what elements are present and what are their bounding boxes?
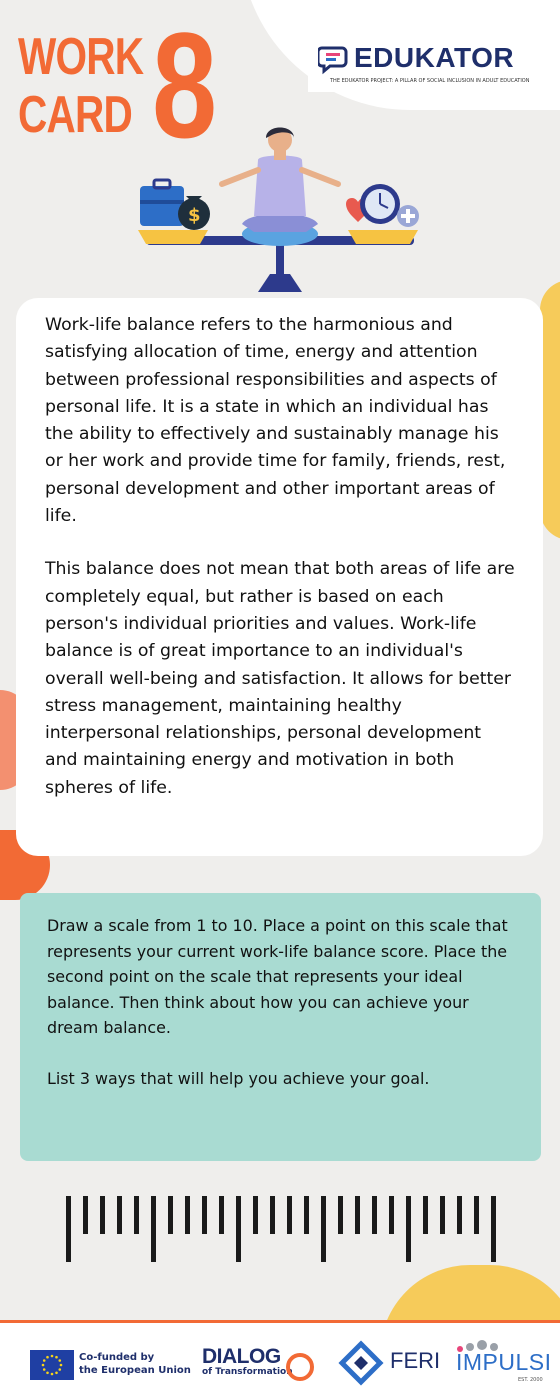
ruler-tick — [185, 1196, 190, 1234]
ruler-tick — [304, 1196, 309, 1234]
info-paragraph-definition: Work-life balance refers to the harmonious and satisfying allocation of time, energy and attention between professional responsibilities and aspects of personal life. It is a state in which an individual has the ability to effectively and sustainably manage his or her work and provide time for family, friends, rest, personal development and other important areas of life. — [45, 315, 506, 527]
title-line-work: WORK — [18, 28, 144, 86]
ruler-tick — [321, 1196, 326, 1262]
ruler-tick — [134, 1196, 139, 1234]
edukator-logo-name: EDUKATOR — [354, 42, 515, 73]
ruler-tick — [491, 1196, 496, 1262]
eu-flag-icon — [30, 1350, 74, 1380]
exercise-card — [20, 893, 541, 1161]
title-line-card: CARD — [18, 86, 133, 144]
ruler-tick — [83, 1196, 88, 1234]
eu-cofunded-line1: Co-funded by — [79, 1352, 155, 1363]
dialog-of-transformation-logo — [202, 1343, 314, 1389]
ruler-tick — [100, 1196, 105, 1234]
card-number: 8 — [152, 1, 218, 169]
impulsi-logo-tagline: EST. 2000 — [518, 1377, 543, 1383]
edukator-logo-tagline: THE EDUKATOR PROJECT: A PILLAR OF SOCIAL INCLUSION IN ADULT EDUCATION — [330, 78, 530, 84]
ruler-tick — [236, 1196, 241, 1262]
feri-logo-name: FERI — [390, 1348, 441, 1373]
impulsi-logo-name: IMPULSI — [456, 1349, 552, 1375]
exercise-instructions: Draw a scale from 1 to 10. Place a point on this scale that represents your current work-life balance score. Place the second point on the scale that represents your ideal balance. Then think about how you can achieve your dream balance. — [47, 916, 508, 1037]
ruler-tick — [151, 1196, 156, 1262]
work-life-balance-illustration — [130, 124, 430, 302]
info-paragraph-importance: This balance does not mean that both areas of life are completely equal, but rather is based on each person's individual priorities and values. Work-life balance is of great importance to an individual's overall well-being and satisfaction. It allows for better stress management, maintaining healthy interpersonal relationships, personal development and maintaining energy and motivation in both spheres of life. — [45, 559, 515, 798]
ruler-tick — [423, 1196, 428, 1234]
exercise-task: List 3 ways that will help you achieve your goal. — [47, 1068, 430, 1088]
ruler-tick — [457, 1196, 462, 1234]
svg-text:$: $ — [188, 205, 201, 226]
info-card — [16, 298, 543, 856]
ruler-tick — [287, 1196, 292, 1234]
ruler-tick — [270, 1196, 275, 1234]
ruler-tick — [219, 1196, 224, 1234]
edukator-logo — [308, 38, 530, 92]
ruler-tick — [66, 1196, 71, 1262]
ruler-tick — [338, 1196, 343, 1234]
ruler-tick — [372, 1196, 377, 1234]
ruler-tick — [440, 1196, 445, 1234]
dialog-ring-icon — [286, 1353, 314, 1381]
partner-logos-footer — [0, 1323, 560, 1400]
dialog-logo-subtitle: of Transformation — [202, 1367, 293, 1377]
ruler-tick — [355, 1196, 360, 1234]
ruler-tick — [117, 1196, 122, 1234]
ruler-tick — [474, 1196, 479, 1234]
ruler-tick — [202, 1196, 207, 1234]
dialog-logo-name: DIALOG — [202, 1345, 281, 1368]
ruler-tick — [406, 1196, 411, 1262]
ruler-tick — [389, 1196, 394, 1234]
feri-logo-icon — [338, 1340, 384, 1386]
ruler-tick — [253, 1196, 258, 1234]
ruler-scale-graphic — [64, 1196, 504, 1262]
ruler-tick — [168, 1196, 173, 1234]
speech-bubble-icon — [318, 42, 352, 76]
eu-cofunded-text — [79, 1351, 191, 1377]
eu-cofunded-line2: the European Union — [79, 1365, 191, 1376]
decorative-yellow-shape — [540, 280, 560, 540]
